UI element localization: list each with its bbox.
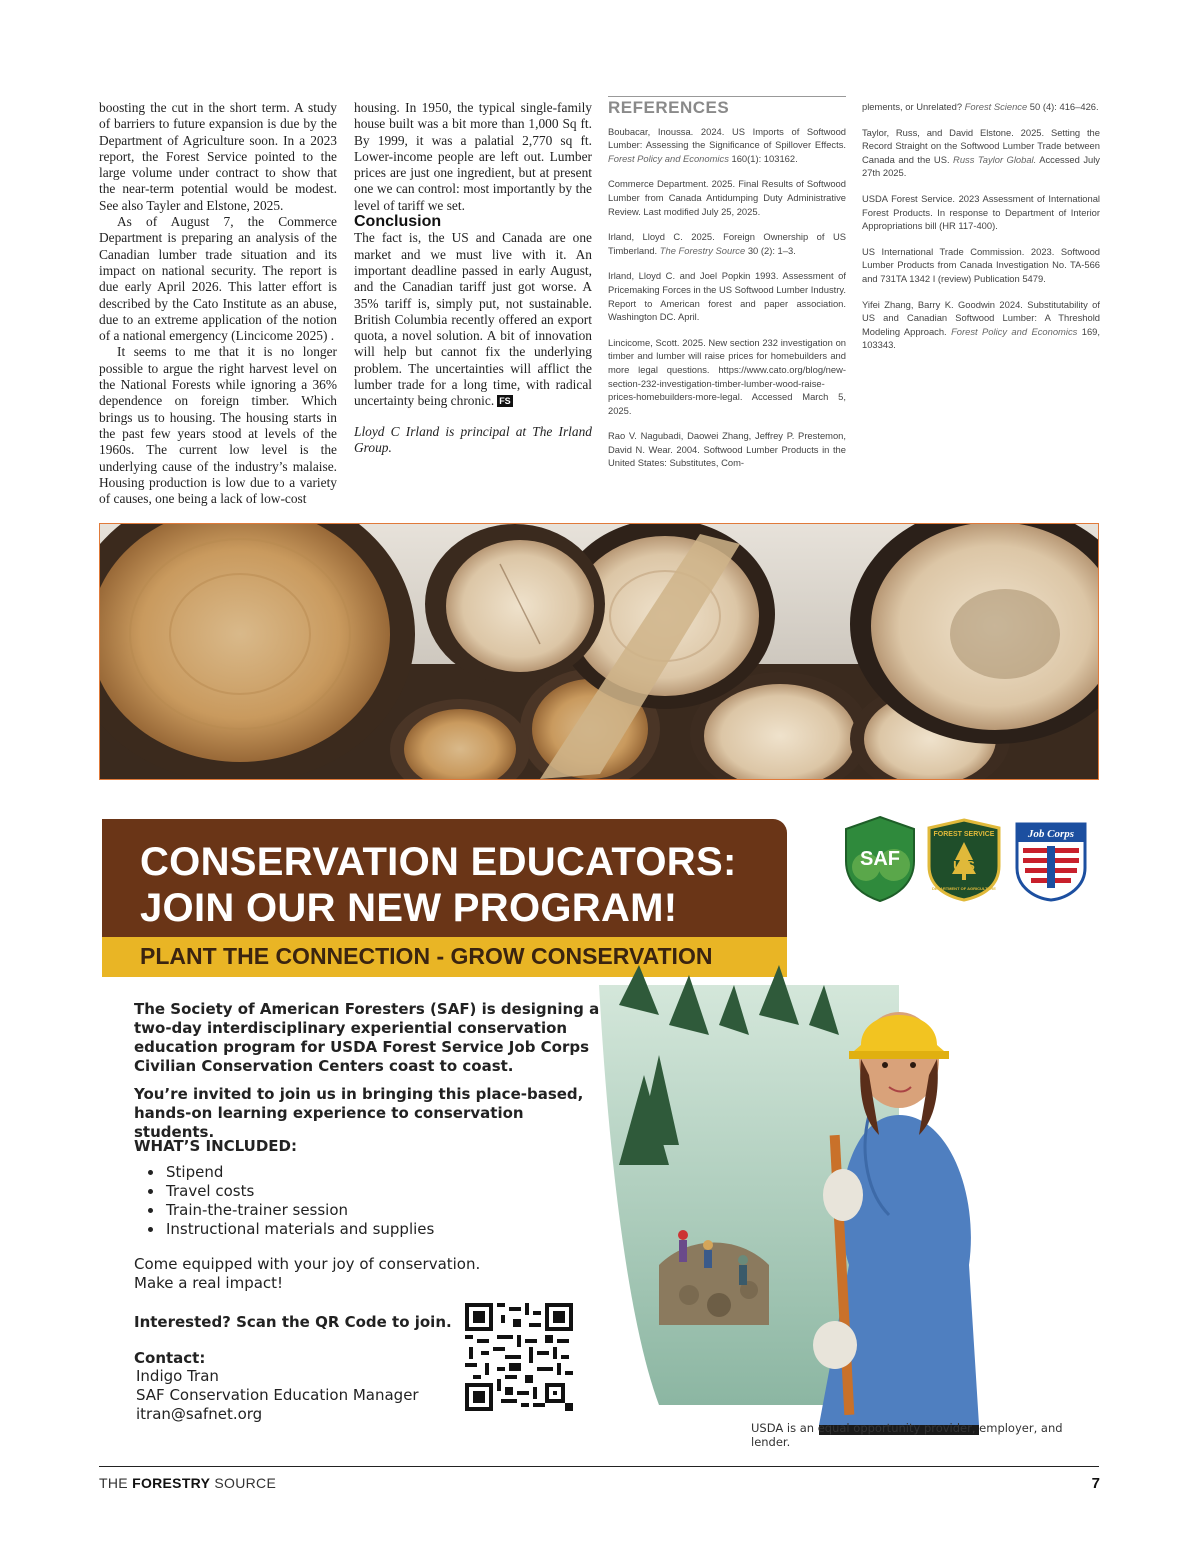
ad-title: CONSERVATION EDUCATORS: JOIN OUR NEW PROGRAM! [140,840,737,930]
references-column-1 [608,96,846,482]
footer-rule [99,1466,1099,1467]
conclusion-text: The fact is, the US and Canada are one market and we must live with it. An important deadline passed in early August, and the Canadian tariff just got worse. A 35% tariff is, simply put, not sustainable. British Columbia recently offered an export quota, a novel solution. A bit of innovation will help but cannot fix the underlying problem. The uncertainties will afflict the lumber trade for a long time, with radical uncertainty being chronic. [354,230,592,409]
qr-code[interactable] [465,1303,573,1411]
references-column-2 [862,100,1100,364]
conclusion-heading: Conclusion [354,213,442,231]
reference-item: Irland, Lloyd C. 2025. Foreign Ownership of US Timberland. The Forestry Source 30 (2): 1–3. [608,231,846,256]
included-item: • Instructional materials and supplies [164,1220,434,1239]
svg-text:Job Corps: Job Corps [1027,828,1075,840]
reference-item: Lincicome, Scott. 2025. New section 232 investigation on timber and lumber will raise prices for homebuilders and more legal questions. https://www.cato.org/blog/new-section-232-investigation-timber-lumber-wood-raise-prices-homebuilders-more-legal. Accessed March 5, 2025. [608,336,846,416]
reference-item: Irland, Lloyd C. and Joel Popkin 1993. Assessment of Pricemaking Forces in the US Softwood Lumber Industry. Report to American forest and paper association. Washington DC. April. [608,270,846,323]
saf-logo [842,815,918,903]
article-paragraph: As of August 7, the Commerce Department is preparing an analysis of the Canadian lumber trade situation and its impact on national security. The report is due early April 2026. This latter effort is described by the Cato Institute as an abuse, due to an extreme application of the notion of a national emergency (Lincicome 2025) . [99,214,337,344]
ad-scan-text: Interested? Scan the QR Code to join. [134,1313,452,1331]
reference-item: US International Trade Commission. 2023. Softwood Lumber Products from Canada Investigation No. TA-566 and 731TA 1342 I (review) Publication 5479. [862,245,1100,284]
included-list [134,1163,434,1239]
article-paragraph: housing. In 1950, the typical single-family house built was a bit more than 1,000 Sq ft. By 1999, it was a palatial 2,770 sq ft. Lower-income people are left out. Lumber prices are just one ingredient, but at present one we can control: most importantly by the level of tariff we set. [354,100,592,213]
reference-item: plements, or Unrelated? Forest Science 50 (4): 416–426. [862,101,1099,112]
contact-email[interactable]: itran@safnet.org [136,1405,263,1423]
log-pile-photo [99,523,1099,780]
contact-details [136,1367,419,1424]
ad-invitation: You’re invited to join us in bringing this place-based, hands-on learning experience to conservation students. [134,1085,584,1141]
included-item: • Stipend [164,1163,434,1182]
contact-name: Indigo Tran [136,1367,219,1385]
page-number: 7 [1091,1475,1100,1492]
ad-title-banner [102,819,787,951]
svg-text:SAF: SAF [860,848,900,870]
publication-name: THE FORESTRY SOURCE [99,1475,277,1491]
contact-heading: Contact: [134,1349,206,1367]
article-paragraph: It seems to me that it is no longer possible to argue the right harvest level on the National Forests while ignoring a 36% dependence on foreign timber. Which brings us to housing. The housing starts in the past few years stood at levels of the 1960s. The current low level is the underlying cause of the industry’s malaise. Housing production is low due to a variety of causes, one being a lack of low-cost [99,344,337,507]
conservation-educators-ad [99,815,1099,1455]
references-heading: REFERENCES [608,98,730,117]
reference-item: Commerce Department. 2025. Final Results of Softwood Lumber from Canada Antidumping Duty Administrative Review. Last modified July 25, 2025. [608,178,846,217]
conclusion-paragraph [354,230,592,409]
reference-item: Taylor, Russ, and David Elstone. 2025. Setting the Record Straight on the Softwood Lumber Trade between Canada and the US. Russ Taylor Global. Accessed July 27th 2025. [862,126,1100,179]
svg-text:FOREST SERVICE: FOREST SERVICE [933,831,995,838]
ad-description: The Society of American Foresters (SAF) is designing a two-day interdisciplinary experiential conservation education program for USDA Forest Service Job Corps Civilian Conservation Centers coast to coast. [134,1000,600,1075]
job-corps-logo [1013,818,1089,902]
log-pile-illustration [100,524,1099,780]
forest-service-logo [925,818,1003,902]
article-column-1 [99,100,337,507]
end-mark: FS [499,396,511,407]
article-paragraph: boosting the cut in the short term. A study of barriers to future expansion is due by the Department of Agriculture soon. In a 2023 report, the Forest Service pointed to the large volume under contract to show that the near-term potential would be modest. See also Tayler and Elstone, 2025. [99,100,337,213]
reference-item: Boubacar, Inoussa. 2024. US Imports of Softwood Lumber: Assessing the Significance of Spillover Effects. Forest Policy and Economics 160(1): 103162. [608,125,846,164]
author-byline: Lloyd C Irland is principal at The Irland Group. [354,423,592,455]
reference-item: USDA Forest Service. 2023 Assessment of International Forest Products. In response to Department of Interior Appropriations bill (HR 117-400). [862,192,1100,232]
reference-item: Yifei Zhang, Barry K. Goodwin 2024. Substitutability of US and Canadian Softwood Lumber: A Threshold Modeling Approach. Forest Policy and Economics 169, 103343. [862,298,1100,351]
ad-come-equipped: Come equipped with your joy of conservation. Make a real impact! [134,1255,481,1292]
svg-text:DEPARTMENT OF AGRICULTURE: DEPARTMENT OF AGRICULTURE [932,886,996,891]
usda-statement: USDA is an equal opportunity provider, employer, and lender. [751,1421,1063,1449]
contact-title: SAF Conservation Education Manager [136,1386,419,1404]
svg-text:U S: U S [953,858,975,873]
included-heading: WHAT’S INCLUDED: [134,1137,297,1155]
included-item: • Train-the-trainer session [164,1201,434,1220]
forest-worker-illustration [599,965,999,1435]
article-column-2 [354,100,592,456]
included-item: • Travel costs [164,1182,434,1201]
ad-subtitle: PLANT THE CONNECTION - GROW CONSERVATION [140,943,713,969]
reference-item: Rao V. Nagubadi, Daowei Zhang, Jeffrey P. Prestemon, David N. Wear. 2004. Softwood Lumber Products in the United States: Substitutes, Com- [608,430,846,469]
